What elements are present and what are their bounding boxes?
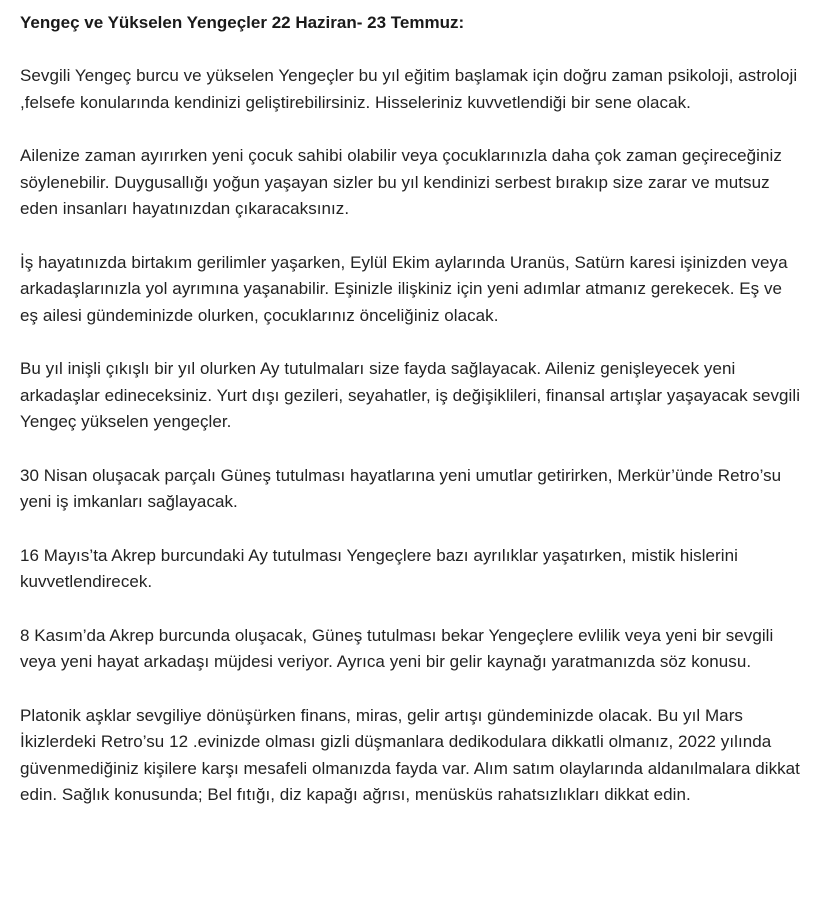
paragraph-1: Sevgili Yengeç burcu ve yükselen Yengeçler bu yıl eğitim başlamak için doğru zaman psikoloji, astroloji ,felsefe konularında kendinizi geliştirebilirsiniz. Hisseleriniz kuvvetlendiği bir sene olacak. [20, 66, 798, 112]
paragraph-7: 8 Kasım’da Akrep burcunda oluşacak, Güneş tutulması bekar Yengeçlere evlilik veya yeni bir sevgili veya yeni hayat arkadaşı müjdesi veriyor. Ayrıca yeni bir gelir kaynağı yaratmanızda söz konusu. [20, 625, 774, 671]
paragraph-5: 30 Nisan oluşacak parçalı Güneş tutulması hayatlarına yeni umutlar getirirken, Merkür’ünde Retro’su yeni iş imkanları sağlayacak. [20, 465, 782, 511]
paragraph-2: Ailenize zaman ayırırken yeni çocuk sahibi olabilir veya çocuklarınızla daha çok zaman geçireceğiniz söylenebilir. Duygusallığı yoğun yaşayan sizler bu yıl kendinizi serbest bırakıp size zarar ve mutsuz eden insanları hayatınızdan çıkaracaksınız. [20, 146, 782, 218]
paragraph-6: 16 Mayıs’ta Akrep burcundaki Ay tutulması Yengeçlere bazı ayrılıklar yaşatırken, mistik hislerini kuvvetlendirecek. [20, 545, 738, 591]
paragraph-4: Bu yıl inişli çıkışlı bir yıl olurken Ay tutulmaları size fayda sağlayacak. Aileniz genişleyecek yeni arkadaşlar edineceksiniz. Yurt dışı gezileri, seyahatler, iş değişiklileri, finansal artışlar yaşayacak sevgili Yengeç yükselen yengeçler. [20, 359, 801, 431]
paragraph-3: İş hayatınızda birtakım gerilimler yaşarken, Eylül Ekim aylarında Uranüs, Satürn karesi işinizden veya arkadaşlarınızla yol ayrımına yaşanabilir. Eşinizle ilişkiniz için yeni adımlar atmanız gerekecek. Eş ve eş ailesi gündeminizde olurken, çocuklarınız önceliğiniz olacak. [20, 252, 788, 325]
article-title: Yengeç ve Yükselen Yengeçler 22 Haziran- 23 Temmuz: [20, 13, 465, 32]
paragraph-8: Platonik aşklar sevgiliye dönüşürken finans, miras, gelir artışı gündeminizde olacak. Bu yıl Mars İkizlerdeki Retro’su 12 .evinizde olması gizli düşmanlara dedikodulara dikkatli olmanız, 2022 yılında güvenmediğiniz kişilere karşı mesafeli olmanızda fayda var. Alım satım olaylarında aldanılmalara dikkat edin. Sağlık konusunda; Bel fıtığı, diz kapağı ağrısı, menüsküs rahatsızlıkları dikkat edin. [20, 705, 800, 804]
